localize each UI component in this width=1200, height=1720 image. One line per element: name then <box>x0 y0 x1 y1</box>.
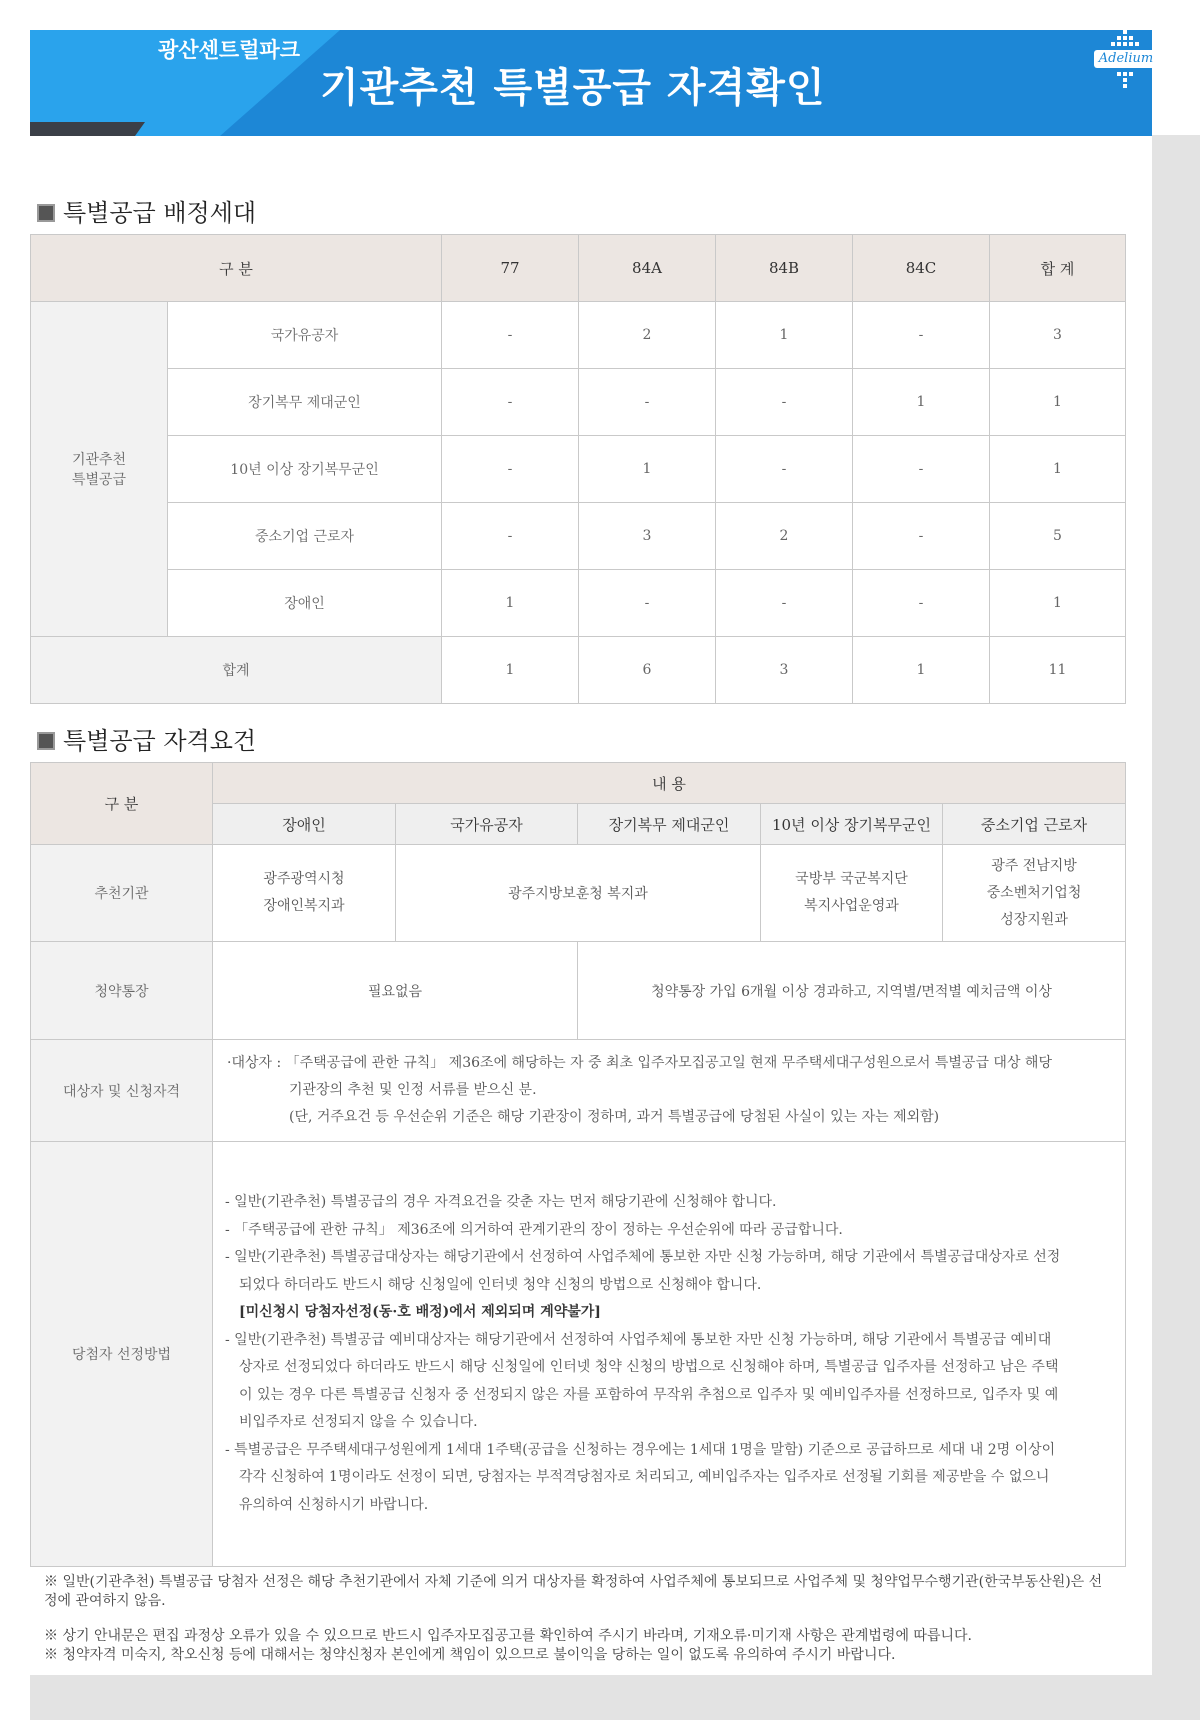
table-header-row <box>31 763 1126 804</box>
header-banner <box>30 30 1152 136</box>
group-label-line: 기관추천 <box>71 452 127 468</box>
target-line: (단, 거주요건 등 우선순위 기준은 해당 기관장이 정하며, 과거 특별공급에 당첨된 사실이 있는 자는 제외함) <box>289 1109 940 1125</box>
table-row <box>31 302 1126 369</box>
agency-line: 장애인복지과 <box>263 898 345 914</box>
footer-note: ※ 청약자격 미숙지, 착오신청 등에 대해서는 청약신청자 본인에게 책임이 있으므로 불이익을 당하는 일이 없도록 유의하여 주시기 바랍니다. <box>44 1647 896 1663</box>
selection-line: - 일반(기관추천) 특별공급대상자는 해당기관에서 선정하여 사업주체에 통보한 자만 신청 가능하며, 해당 기관에서 특별공급대상자로 선정 <box>225 1249 1061 1265</box>
banner-dark-strip <box>30 122 145 136</box>
cell-value: 1 <box>579 436 716 503</box>
footer-notes <box>44 1573 1114 1665</box>
header-cell: 합 계 <box>990 235 1126 302</box>
selection-description <box>213 1142 1126 1567</box>
cell-value: 1 <box>853 369 990 436</box>
cell-value: - <box>442 302 579 369</box>
total-label: 합계 <box>31 637 442 704</box>
total-row <box>31 637 1126 704</box>
cell-value: - <box>716 436 853 503</box>
section-title-requirements <box>37 721 256 756</box>
row-label: 국가유공자 <box>168 302 442 369</box>
total-value: 3 <box>716 637 853 704</box>
selection-row <box>31 1142 1126 1567</box>
cell-value: 1 <box>990 369 1126 436</box>
row-label: 장애인 <box>168 570 442 637</box>
column-header: 중소기업 근로자 <box>943 804 1126 845</box>
header-cell: 77 <box>442 235 579 302</box>
cell-value: - <box>442 436 579 503</box>
row-label: 10년 이상 장기복무군인 <box>168 436 442 503</box>
agency-line: 중소벤처기업청 <box>986 884 1082 901</box>
cell-value: 1 <box>442 570 579 637</box>
table-row <box>31 436 1126 503</box>
agency-line: 광주광역시청 <box>263 871 345 887</box>
cell-value: - <box>853 302 990 369</box>
column-header: 국가유공자 <box>396 804 578 845</box>
square-bullet-icon <box>37 732 55 750</box>
header-cell: 84C <box>853 235 990 302</box>
cell-value: 2 <box>579 302 716 369</box>
header-gubun: 구 분 <box>31 763 213 845</box>
cell-value: 3 <box>579 503 716 570</box>
target-line: ·대상자 : 「주택공급에 관한 규칙」 제36조에 해당하는 자 중 최초 입주자모집공고일 현재 무주택세대구성원으로서 특별공급 대상 해당 <box>227 1055 1052 1071</box>
total-value: 1 <box>853 637 990 704</box>
page-title: 기관추천 특별공급 자격확인 <box>320 65 826 111</box>
table-header-row <box>31 235 1126 302</box>
agency-sme <box>943 845 1126 942</box>
cell-value: - <box>579 369 716 436</box>
group-label <box>31 302 168 637</box>
right-gray-band <box>1152 135 1200 1720</box>
group-label-line: 특별공급 <box>71 472 127 488</box>
agency-military <box>761 845 943 942</box>
agency-row <box>31 845 1126 942</box>
cell-value: - <box>853 503 990 570</box>
row-label: 중소기업 근로자 <box>168 503 442 570</box>
total-value: 6 <box>579 637 716 704</box>
column-header: 장애인 <box>213 804 396 845</box>
agency-line: 광주 전남지방 <box>991 857 1077 874</box>
agency-disabled <box>213 845 396 942</box>
total-value: 11 <box>990 637 1126 704</box>
cell-value: 3 <box>990 302 1126 369</box>
selection-line: - 일반(기관추천) 특별공급의 경우 자격요건을 갖춘 자는 먼저 해당기관에 신청해야 합니다. <box>225 1194 777 1210</box>
table-row <box>31 503 1126 570</box>
footer-note: ※ 일반(기관추천) 특별공급 당첨자 선정은 해당 추천기관에서 자체 기준에 의거 대상자를 확정하여 사업주체에 통보되므로 사업주체 및 청약업무수행기관(한국부동산원)은 선정에 관여하지 않음. <box>44 1574 1103 1609</box>
column-header: 장기복무 제대군인 <box>578 804 761 845</box>
cell-value: - <box>716 369 853 436</box>
header-cell: 84A <box>579 235 716 302</box>
selection-line: 이 있는 경우 다른 특별공급 신청자 중 선정되지 않은 자를 포함하여 무작위 추첨으로 입주자 및 예비입주자를 선정하므로, 입주자 및 예 <box>239 1386 1059 1403</box>
cell-value: 1 <box>990 436 1126 503</box>
cell-value: 2 <box>716 503 853 570</box>
complex-name: 광산센트럴파크 <box>158 38 301 62</box>
target-description <box>213 1040 1126 1142</box>
target-line: 기관장의 추천 및 인정 서류를 받으신 분. <box>289 1082 537 1098</box>
row-label: 청약통장 <box>31 942 213 1040</box>
cell-value: 1 <box>716 302 853 369</box>
selection-line: 상자로 선정되었다 하더라도 반드시 해당 신청일에 인터넷 청약 신청의 방법으로 신청해야 하며, 특별공급 입주자를 선정하고 남은 주택 <box>239 1359 1059 1375</box>
selection-line: - 「주택공급에 관한 규칙」 제36조에 의거하여 관계기관의 장이 정하는 우선순위에 따라 공급합니다. <box>225 1221 843 1238</box>
row-label: 대상자 및 신청자격 <box>31 1040 213 1142</box>
cell-value: 1 <box>990 570 1126 637</box>
logo-wordmark: Adelium <box>1094 50 1158 68</box>
header-cell: 84B <box>716 235 853 302</box>
selection-line: 유의하여 신청하시기 바랍니다. <box>239 1496 429 1513</box>
account-requirement: 청약통장 가입 6개월 이상 경과하고, 지역별/면적별 예치금액 이상 <box>578 942 1126 1040</box>
agency-line: 성장지원과 <box>1000 911 1068 928</box>
section-title-allocation <box>37 193 256 228</box>
cell-value: - <box>442 503 579 570</box>
cell-value: - <box>853 436 990 503</box>
allocation-table <box>30 234 1126 704</box>
table-row <box>31 570 1126 637</box>
bottom-gray-band <box>30 1675 1200 1720</box>
row-label: 추천기관 <box>31 845 213 942</box>
cell-value: - <box>853 570 990 637</box>
row-label: 장기복무 제대군인 <box>168 369 442 436</box>
section-title-text: 특별공급 배정세대 <box>63 199 257 227</box>
table-row <box>31 369 1126 436</box>
square-bullet-icon <box>37 204 55 222</box>
selection-line: - 특별공급은 무주택세대구성원에게 1세대 1주택(공급을 신청하는 경우에는 1세대 1명을 말함) 기준으로 공급하므로 세대 내 2명 이상이 <box>225 1441 1056 1458</box>
header-content: 내 용 <box>213 763 1126 804</box>
agency-line: 국방부 국군복지단 <box>795 871 908 887</box>
cell-value: - <box>442 369 579 436</box>
agency-veterans: 광주지방보훈청 복지과 <box>396 845 761 942</box>
selection-line: 비입주자로 선정되지 않을 수 있습니다. <box>239 1414 478 1430</box>
agency-line: 복지사업운영과 <box>804 898 899 914</box>
footer-note: ※ 상기 안내문은 편집 과정상 오류가 있을 수 있으므로 반드시 입주자모집공고를 확인하여 주시기 바라며, 기재오류·미기재 사항은 관계법령에 따릅니다. <box>44 1628 972 1644</box>
section-title-text: 특별공급 자격요건 <box>63 727 257 755</box>
selection-line: 각각 신청하여 1명이라도 선정이 되면, 당첨자는 부적격당첨자로 처리되고, 예비입주자는 입주자로 선정될 기회를 제공받을 수 없으니 <box>239 1469 1050 1485</box>
target-row <box>31 1040 1126 1142</box>
cell-value: - <box>579 570 716 637</box>
requirements-table <box>30 762 1126 1567</box>
selection-line: - 일반(기관추천) 특별공급 예비대상자는 해당기관에서 선정하여 사업주체에 통보한 자만 신청 가능하며, 해당 기관에서 특별공급 예비대 <box>225 1331 1052 1348</box>
selection-warning: [미신청시 당첨자선정(동·호 배정)에서 제외되며 계약불가] <box>239 1304 601 1320</box>
row-label: 당첨자 선정방법 <box>31 1142 213 1567</box>
header-cell: 구 분 <box>31 235 442 302</box>
selection-line: 되었다 하더라도 반드시 해당 신청일에 인터넷 청약 신청의 방법으로 신청해야 합니다. <box>239 1276 762 1293</box>
column-header: 10년 이상 장기복무군인 <box>761 804 943 845</box>
total-value: 1 <box>442 637 579 704</box>
brand-logo <box>1092 28 1162 88</box>
cell-value: - <box>716 570 853 637</box>
account-row <box>31 942 1126 1040</box>
cell-value: 5 <box>990 503 1126 570</box>
account-not-required: 필요없음 <box>213 942 578 1040</box>
